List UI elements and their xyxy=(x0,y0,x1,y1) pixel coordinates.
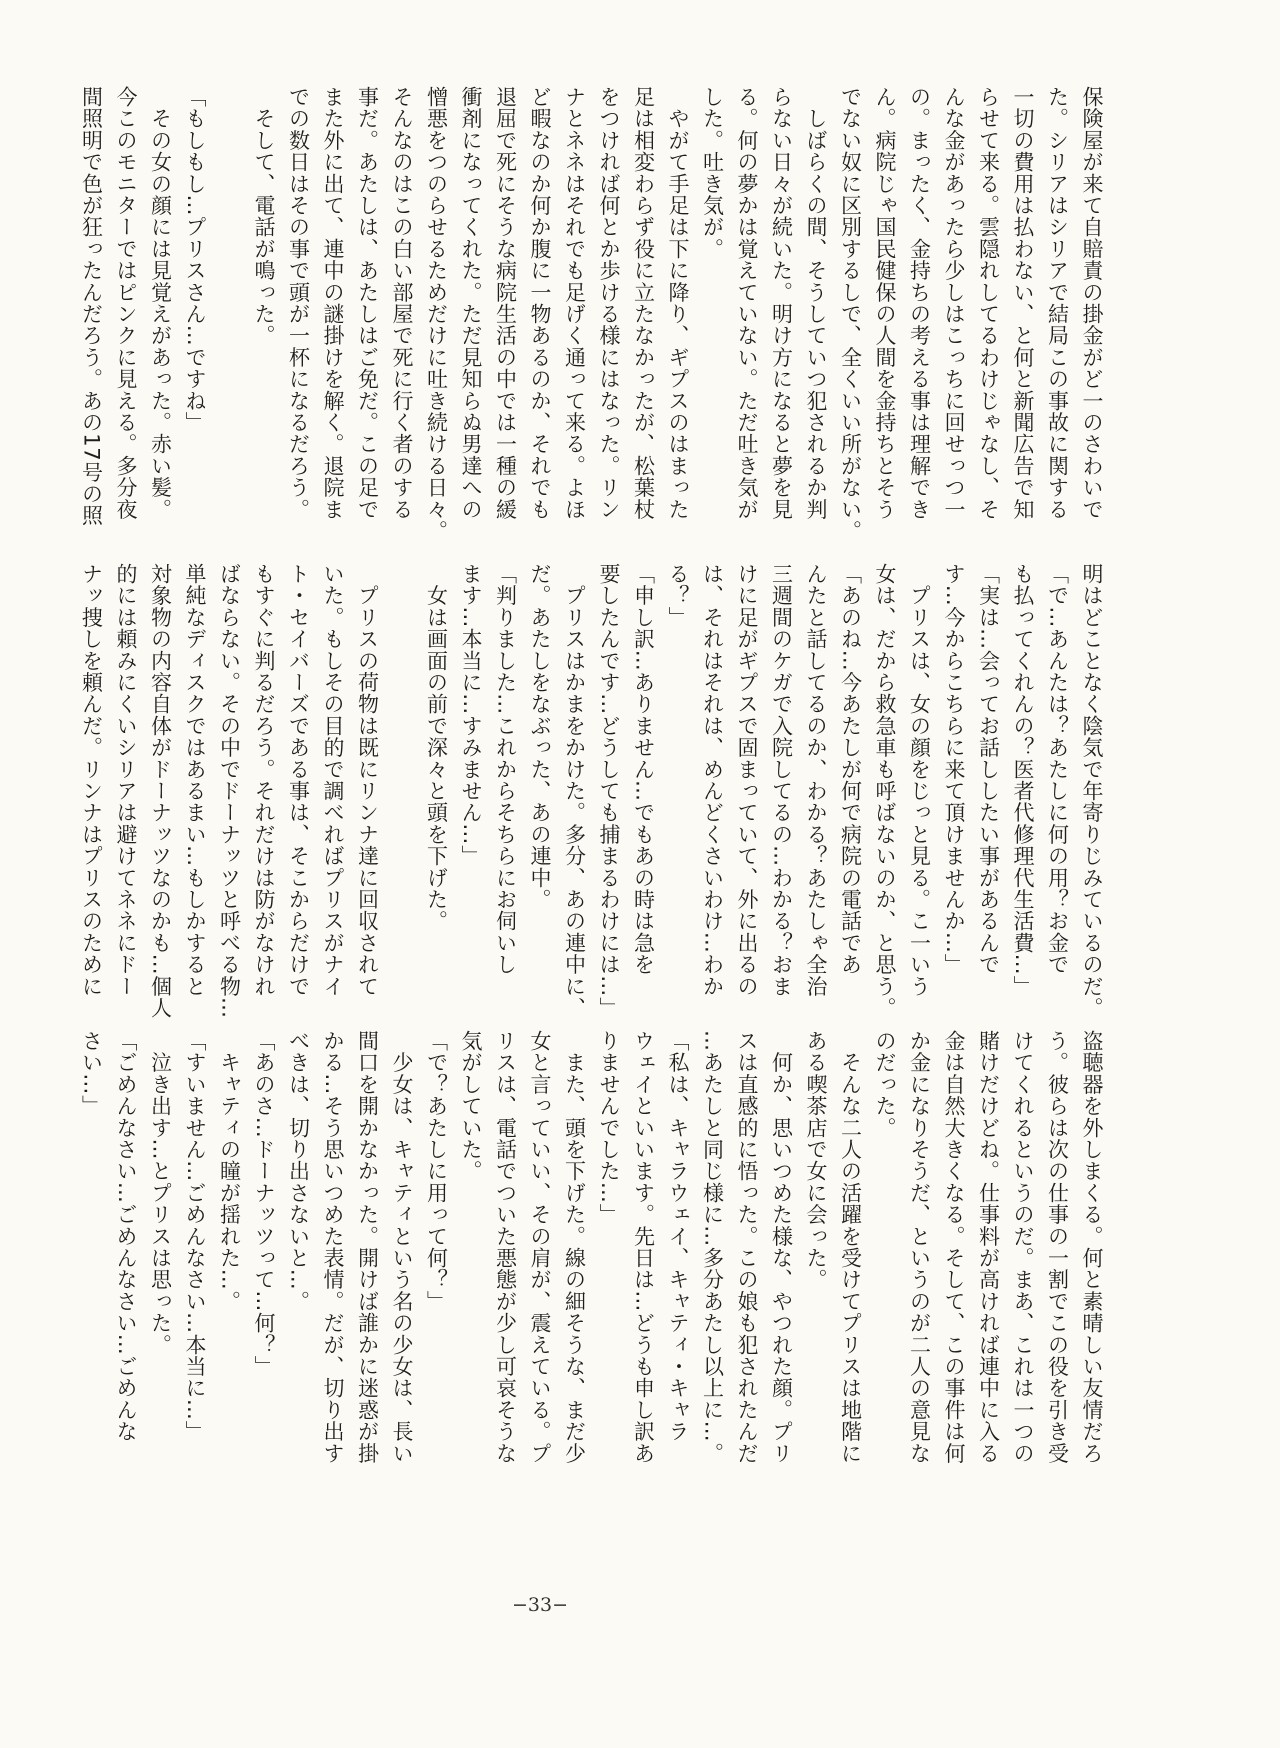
text-column: 退屈で死にそうな病院生活の中では一種の緩 xyxy=(493,86,518,520)
text-column: んたと話してるのか、わかる？あたしゃ全治 xyxy=(804,563,828,997)
text-column: 「で…あんたは？あたしに何の用？お金で xyxy=(1045,563,1070,976)
text-column: けてくれるというのだ。まあ、これは一つの xyxy=(1011,1030,1035,1464)
text-column: う。彼らは次の仕事の一割でこの役を引き受 xyxy=(1045,1030,1070,1464)
text-column: らせて来る。雲隠れしてるわけじゃなし、そ xyxy=(976,86,1001,520)
text-column: プリスは、女の顔をじっと見る。こ一いう xyxy=(907,563,932,997)
text-column: さい…」 xyxy=(79,1030,104,1117)
text-column xyxy=(212,86,247,536)
text-column: んな金があったら少しはこっちに回せっつ一 xyxy=(942,86,966,520)
text-column: ナとネネはそれでも足げく通って来る。よほ xyxy=(562,86,587,520)
text-column: る？」 xyxy=(666,563,690,629)
text-column: 金は自然大きくなる。そして、この事件は何 xyxy=(942,1030,966,1464)
text-column: そんなのはこの白い部屋で死に行く者のする xyxy=(390,86,414,520)
text-column: 三週間のケガで入院してるの…わかる？おま xyxy=(769,563,794,997)
text-column: ど暇なのか何か腹に一物あるのか、それでも xyxy=(528,86,552,520)
text-column: 明はどことなく陰気で年寄りじみているのだ。 xyxy=(1080,563,1104,1019)
text-column: でない奴に区別するしで、全くいい所がない。 xyxy=(838,86,863,542)
text-column: ト・セイバーズである事は、そこからだけで xyxy=(286,563,311,997)
text-column: けに足がギプスで固まっていて、外に出るの xyxy=(735,563,759,997)
text-column: 少女は、キャティという名の少女は、長い xyxy=(390,1030,414,1464)
text-column: らない日々が続いた。明け方になると夢を見 xyxy=(769,86,794,520)
text-column: る。何の夢かは覚えていない。ただ吐き気が xyxy=(735,86,759,520)
text-column: も払ってくれんの？医者代修理代生活費…」 xyxy=(1011,563,1035,997)
text-column: 衝剤になってくれた。ただ見知らぬ男達への xyxy=(459,86,483,520)
text-column: 事だ。あたしは、あたしはご免だ。この足で xyxy=(355,86,380,520)
text-column: プリスはかまをかけた。多分、あの連中に、 xyxy=(562,563,587,1019)
text-column: ん。病院じゃ国民健保の人間を金持ちとそう xyxy=(873,86,897,520)
text-column: だ。あたしをなぶった、あの連中。 xyxy=(528,563,552,911)
text-column: …あたしと同じ様に…多分あたし以上に…。 xyxy=(700,1030,725,1464)
text-column: そんな二人の活躍を受けてプリスは地階に xyxy=(838,1030,863,1464)
text-column: いた。もしその目的で調べればプリスがナイ xyxy=(321,563,345,997)
text-column: か金になりそうだ、というのが二人の意見な xyxy=(907,1030,932,1464)
text-column: 賭けだけどね。仕事料が高ければ連中に入る xyxy=(976,1030,1001,1464)
text-column: そして、電話が鳴った。 xyxy=(252,86,276,347)
text-column: 要したんです…どうしても捕まるわけには…」 xyxy=(597,563,621,1019)
text-column: しばらくの間、そうしていつ犯されるか判 xyxy=(804,86,828,520)
text-column: 単純なディスクではあるまい…もしかすると xyxy=(183,563,207,997)
text-block-bottom xyxy=(74,1030,1109,1480)
text-column: リスは、電話でついた悪態が少し可哀そうな xyxy=(493,1030,518,1464)
text-column: た。シリアはシリアで結局この事故に関する xyxy=(1045,86,1070,520)
text-column: 気がしていた。 xyxy=(459,1030,483,1182)
text-column: やがて手足は下に降り、ギプスのはまった xyxy=(666,86,690,520)
text-column: その女の顔には見覚えがあった。赤い髪。 xyxy=(148,86,173,520)
text-column: 保険屋が来て自賠責の掛金がど一のさわいで xyxy=(1080,86,1104,520)
text-column: 「あのね…今あたしが何で病院の電話であ xyxy=(838,563,863,976)
text-column: 間口を開かなかった。開けば誰かに迷惑が掛 xyxy=(355,1030,380,1464)
text-column: 女は画面の前で深々と頭を下げた。 xyxy=(424,563,449,932)
text-column: 「申し訳…ありません…でもあの時は急を xyxy=(631,563,656,976)
text-column: 女は、だから救急車も呼ばないのか、と思う。 xyxy=(873,563,897,1019)
text-column: 何か、思いつめた様な、やつれた顔。プリ xyxy=(769,1030,794,1464)
text-column: 「実は…会ってお話ししたい事があるんで xyxy=(976,563,1001,976)
text-column: 足は相変わらず役に立たなかったが、松葉杖 xyxy=(631,86,656,520)
text-column: 「で？あたしに用って何？」 xyxy=(424,1030,449,1313)
text-column: ます…本当に…すみません…」 xyxy=(459,563,483,867)
text-column: での数日はその事で頭が一杯になるだろう。 xyxy=(286,86,311,520)
text-column: 対象物の内容自体がドーナッツなのかも…個人 xyxy=(148,563,173,1019)
text-column: 「もしもし…プリスさん…ですね」 xyxy=(183,86,207,434)
text-column: スは直感的に悟った。この娘も犯されたんだ xyxy=(735,1030,759,1464)
text-column: プリスの荷物は既にリンナ達に回収されて xyxy=(355,563,380,997)
text-column: ある喫茶店で女に会った。 xyxy=(804,1030,828,1291)
text-column: キャティの瞳が揺れた…。 xyxy=(217,1030,242,1313)
text-column: は、それはそれは、めんどくさいわけ…わか xyxy=(700,563,725,997)
text-column: ばならない。その中でドーナッツと呼べる物… xyxy=(217,563,242,1019)
text-column: のだった。 xyxy=(873,1030,897,1139)
text-column: 今このモニターではピンクに見える。多分夜 xyxy=(114,86,138,520)
text-block-middle xyxy=(74,563,1109,1019)
text-column: 「判りました…これからそちらにお伺いし xyxy=(493,563,518,976)
text-column: また、頭を下げた。線の細そうな、まだ少 xyxy=(562,1030,587,1464)
text-column: ナッ捜しを頼んだ。リンナはプリスのために xyxy=(79,563,104,997)
text-column: をつければ何とか歩ける様にはなった。リン xyxy=(597,86,621,520)
text-column: 女と言っていい、その肩が、震えている。プ xyxy=(528,1030,552,1464)
text-column: もすぐに判るだろう。それだけは防がなけれ xyxy=(252,563,276,997)
text-column: 「ごめんなさい…ごめんなさい…ごめんな xyxy=(114,1030,138,1443)
text-column: 間照明で色が狂ったんだろう。あの17号の照 xyxy=(79,86,104,527)
text-column: 「あのさ…ドーナッツって…何？」 xyxy=(252,1030,276,1378)
text-column: の。まったく、金持ちの考える事は理解でき xyxy=(907,86,932,520)
text-column: りませんでした…」 xyxy=(597,1030,621,1226)
text-column: 泣き出す…とプリスは思った。 xyxy=(148,1030,173,1356)
text-column: かる…そう思いつめた表情。だが、切り出す xyxy=(321,1030,345,1464)
text-column: 憎悪をつのらせるためだけに吐き続ける日々。 xyxy=(424,86,449,542)
text-column: す…今からこちらに来て頂けませんか…」 xyxy=(942,563,966,976)
text-column: べきは、切り出さないと…。 xyxy=(286,1030,311,1313)
text-column: 的には頼みにくいシリアは避けてネネにドー xyxy=(114,563,138,997)
text-column: また外に出て、連中の謎掛けを解く。退院ま xyxy=(321,86,345,520)
text-column: 一切の費用は払わない、と何と新聞広告で知 xyxy=(1011,86,1035,520)
text-column: 「私は、キャラウェイ、キャティ・キャラ xyxy=(666,1030,690,1443)
text-block-top xyxy=(74,86,1109,542)
text-column xyxy=(385,563,420,1013)
page-number: −33− xyxy=(511,1594,569,1616)
text-column: 盗聴器を外しまくる。何と素晴しい友情だろ xyxy=(1080,1030,1104,1464)
text-column: ウェイといいます。先日は…どうも申し訳あ xyxy=(631,1030,656,1464)
text-column: 「すいません…ごめんなさい…本当に…」 xyxy=(183,1030,207,1443)
text-column: した。吐き気が。 xyxy=(700,86,725,260)
